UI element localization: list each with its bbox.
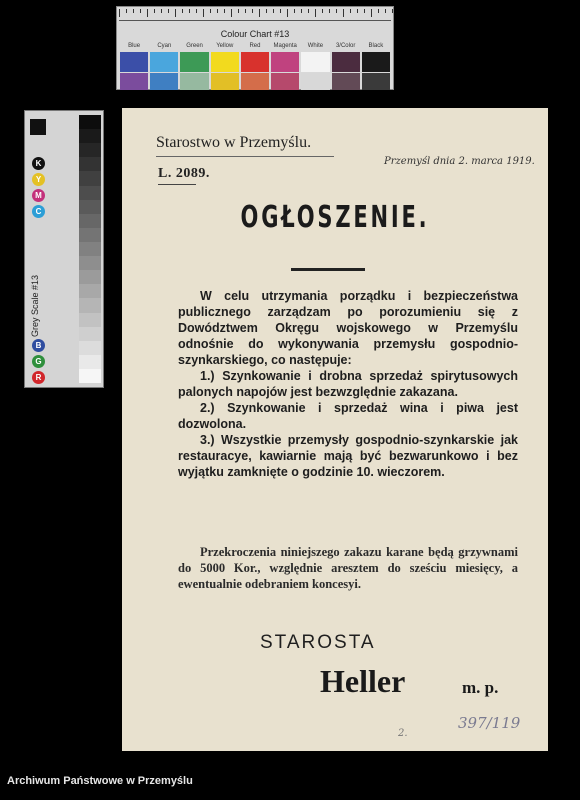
grey-scale-title: Grey Scale #13 — [30, 274, 40, 338]
colour-chart-names — [119, 43, 391, 52]
ruler-tick — [245, 9, 246, 13]
ruler-tick — [350, 9, 351, 13]
ruler-tick — [385, 9, 386, 13]
ruler-tick — [287, 9, 288, 17]
grey-step — [79, 143, 101, 157]
document-date: Przemyśl dnia 2. marca 1919. — [384, 156, 535, 167]
chart-logo-icon — [30, 119, 46, 135]
colour-patch — [362, 73, 390, 90]
grey-step — [79, 284, 101, 298]
ruler-tick — [196, 9, 197, 13]
ruler-tick — [231, 9, 232, 17]
colour-patch — [211, 52, 239, 72]
intro-paragraph: W celu utrzymania porządku i bezpieczeństwa publicznego zarządzam po porozumieniu się z Dowództwem Okręgu wojskowego w Przemyślu odnośnie do wykonywania przemysłu gospodnio-szynkarskiego, co następuje: — [178, 289, 518, 367]
colour-patch — [180, 73, 208, 90]
colour-patch — [241, 73, 269, 90]
colour-patch — [332, 52, 360, 72]
title-rule — [291, 268, 365, 271]
colour-name: 3/Color — [335, 43, 356, 49]
colour-name: Red — [249, 43, 261, 49]
colour-chart-row-2 — [119, 73, 391, 90]
signature-title: STAROSTA — [260, 632, 376, 653]
ruler-tick — [140, 9, 141, 13]
archive-reference: 397/119 — [458, 714, 521, 732]
ruler-tick — [308, 9, 309, 13]
ruler-tick — [147, 9, 148, 17]
grey-step — [79, 270, 101, 284]
grey-step — [79, 171, 101, 185]
colour-name: Green — [186, 43, 203, 49]
colour-patch — [301, 73, 329, 90]
ruler-tick — [273, 9, 274, 13]
colour-patch — [301, 52, 329, 72]
ruler-tick — [315, 9, 316, 17]
ruler-tick — [126, 9, 127, 13]
point-1: 1.) Szynkowanie i drobna sprzedaż spirytusowych palonych napojów jest bezwzględnie zakazana. — [178, 369, 518, 399]
ruler-tick — [224, 9, 225, 13]
ruler-tick — [133, 9, 134, 13]
colour-name: Yellow — [216, 43, 234, 49]
issuing-office: Starostwo w Przemyślu. — [156, 134, 312, 151]
document-number: L. 2089. — [158, 166, 210, 181]
colour-patch — [271, 73, 299, 90]
ruler-tick — [168, 9, 169, 13]
ruler-tick — [364, 9, 365, 13]
ruler-tick — [203, 9, 204, 17]
ruler-tick — [189, 9, 190, 13]
colour-chart — [116, 6, 394, 90]
ruler-tick — [329, 9, 330, 13]
grey-step — [79, 129, 101, 143]
colour-patch — [150, 73, 178, 90]
signature-suffix: m. p. — [462, 678, 499, 697]
archive-footer: Archiwum Państwowe w Przemyślu — [7, 775, 193, 787]
colour-name: Magenta — [273, 43, 297, 49]
color-letter-dot: M — [32, 189, 45, 202]
colour-patch — [150, 52, 178, 72]
signature-name: Heller — [320, 663, 406, 699]
office-underline — [156, 156, 334, 157]
document-title: OGŁOSZENIE. — [240, 200, 430, 235]
colour-name: Cyan — [157, 43, 172, 49]
ruler-tick — [217, 9, 218, 13]
ruler-tick — [343, 9, 344, 17]
ruler-tick — [322, 9, 323, 13]
colour-patch — [362, 52, 390, 72]
ruler-tick — [378, 9, 379, 13]
grey-step — [79, 327, 101, 341]
grey-scale-chart — [24, 110, 104, 388]
grey-step — [79, 228, 101, 242]
grey-step — [79, 186, 101, 200]
ruler-tick — [392, 9, 393, 13]
grey-step — [79, 242, 101, 256]
point-2: 2.) Szynkowanie i sprzedaż wina i piwa jest dozwolona. — [178, 401, 518, 431]
grey-step — [79, 298, 101, 312]
colour-chart-ruler — [119, 9, 391, 21]
ruler-tick — [371, 9, 372, 17]
grey-step — [79, 369, 101, 383]
page-mark: 2. — [398, 728, 408, 739]
color-letter-dot: B — [32, 339, 45, 352]
color-letter-dot: G — [32, 355, 45, 368]
colour-patch — [332, 73, 360, 90]
ruler-tick — [259, 9, 260, 17]
ruler-tick — [280, 9, 281, 13]
grey-step — [79, 256, 101, 270]
ruler-tick — [154, 9, 155, 13]
colour-patch — [211, 73, 239, 90]
ruler-tick — [238, 9, 239, 13]
ruler-tick — [119, 9, 120, 17]
grey-step — [79, 214, 101, 228]
ruler-tick — [210, 9, 211, 13]
ruler-tick — [336, 9, 337, 13]
grey-scale-steps — [79, 115, 101, 383]
color-letter-dot: R — [32, 371, 45, 384]
number-underline — [158, 184, 196, 185]
colour-patch — [180, 52, 208, 72]
color-letter-dot: C — [32, 205, 45, 218]
colour-patch — [271, 52, 299, 72]
grey-step — [79, 313, 101, 327]
point-3: 3.) Wszystkie przemysły gospodnio-szynkarskie jak restauracye, kawiarnie mają być bezwarunkowo i bez wyjątku zamknięte o godzinie 10. wieczorem. — [178, 433, 518, 479]
ruler-tick — [182, 9, 183, 13]
ruler-tick — [357, 9, 358, 13]
colour-patch — [241, 52, 269, 72]
colour-name: Blue — [128, 43, 141, 49]
grey-step — [79, 341, 101, 355]
color-letter-dot: K — [32, 157, 45, 170]
ruler-tick — [301, 9, 302, 13]
colour-chart-title: Colour Chart #13 — [220, 29, 290, 39]
ruler-tick — [266, 9, 267, 13]
colour-patch — [120, 73, 148, 90]
document-page — [122, 108, 548, 751]
color-letter-dot: Y — [32, 173, 45, 186]
grey-step — [79, 355, 101, 369]
ruler-tick — [252, 9, 253, 13]
ruler-tick — [161, 9, 162, 13]
grey-step — [79, 157, 101, 171]
colour-name: White — [307, 43, 324, 49]
announcement-body — [178, 288, 518, 480]
ruler-tick — [175, 9, 176, 17]
grey-step — [79, 200, 101, 214]
colour-patch — [120, 52, 148, 72]
colour-chart-row-1 — [119, 52, 391, 72]
penalty-paragraph: Przekroczenia niniejszego zakazu karane będą grzywnami do 5000 Kor., względnie aresztem do sześciu miesięcy, a ewentualnie odebraniem koncesyi. — [178, 545, 518, 591]
grey-step — [79, 115, 101, 129]
colour-name: Black — [368, 43, 384, 49]
ruler-tick — [294, 9, 295, 13]
